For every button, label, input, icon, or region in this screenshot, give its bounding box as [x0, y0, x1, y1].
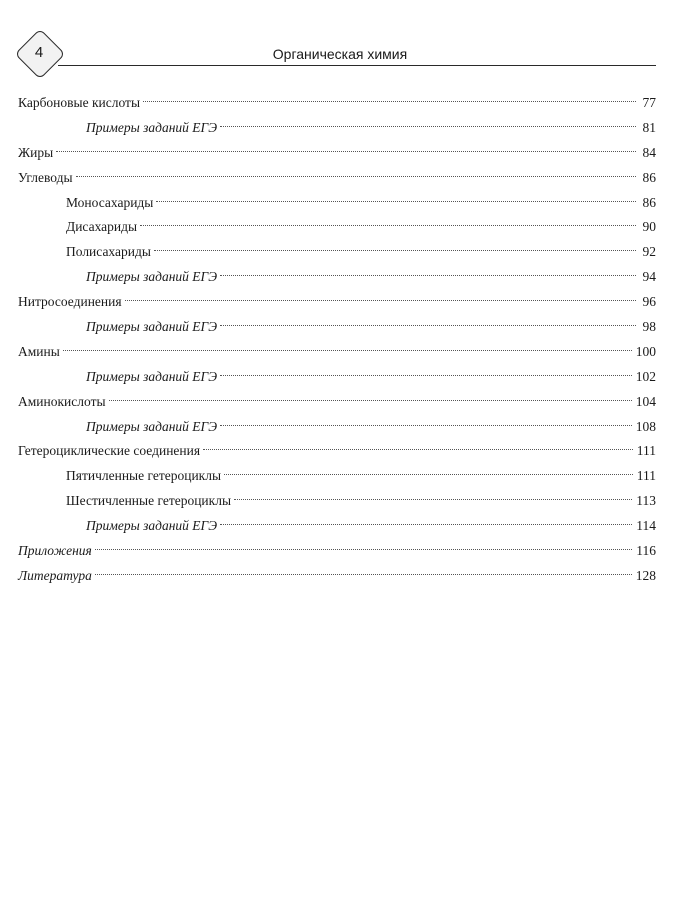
toc-entry-page: 81 — [642, 119, 656, 135]
dot-leader — [220, 403, 632, 426]
dot-leader — [95, 527, 632, 550]
dot-leader — [203, 427, 633, 450]
toc-entry-page: 86 — [642, 194, 656, 210]
toc-entry-page: 77 — [642, 95, 656, 110]
dot-leader — [56, 129, 636, 152]
toc-entry-title: Полисахариды — [66, 244, 151, 260]
dot-leader — [109, 378, 632, 401]
toc-entry-page: 90 — [642, 219, 656, 235]
toc-entry-title: Примеры заданий ЕГЭ — [86, 119, 218, 135]
toc-entry-title: Углеводы — [18, 169, 73, 185]
toc-entry-title: Примеры заданий ЕГЭ — [86, 418, 218, 434]
toc-entry-title: Амины — [18, 343, 60, 359]
toc-entry-page: 92 — [642, 244, 656, 260]
running-title: Органическая химия — [272, 46, 408, 62]
toc-entry-title: Аминокислоты — [18, 393, 106, 409]
toc-entry-title: Нитросоединения — [18, 294, 122, 310]
dot-leader — [234, 477, 632, 500]
toc-entry-title: Жиры — [18, 144, 54, 160]
toc-entry-title: Литература — [18, 567, 92, 583]
toc-entry-title: Пятичленные гетероциклы — [66, 468, 222, 484]
dot-leader — [143, 79, 636, 102]
toc-entry-page: 94 — [642, 269, 656, 285]
toc-entry-page: 98 — [642, 319, 656, 335]
toc-entry-title: Примеры заданий ЕГЭ — [86, 368, 218, 384]
dot-leader — [220, 303, 636, 326]
dot-leader — [220, 253, 636, 276]
dot-leader — [220, 104, 636, 127]
toc-entry-page: 116 — [636, 543, 656, 559]
toc-entry-title: Моносахариды — [66, 194, 154, 210]
dot-leader — [140, 203, 636, 226]
dot-leader — [95, 552, 632, 575]
header-rule — [58, 65, 656, 66]
toc-entry-page: 84 — [642, 144, 656, 160]
toc-entry-title: Примеры заданий ЕГЭ — [86, 269, 218, 285]
toc-entry-page: 96 — [642, 294, 656, 310]
toc-entry[interactable] — [18, 557, 656, 582]
page-number: 4 — [34, 44, 44, 61]
toc-entry-title: Гетероциклические соединения — [18, 443, 201, 459]
toc-entry-page: 102 — [635, 368, 656, 384]
table-of-contents — [18, 84, 656, 582]
toc-entry-page: 100 — [635, 343, 656, 359]
toc-entry-page: 108 — [635, 418, 656, 434]
dot-leader — [76, 154, 636, 177]
toc-entry-page: 104 — [635, 393, 656, 409]
toc-entry-page: 113 — [636, 493, 656, 509]
toc-entry-title: Шестичленные гетероциклы — [66, 493, 232, 509]
toc-entry-title: Приложения — [18, 543, 92, 559]
dot-leader — [220, 353, 632, 376]
dot-leader — [63, 328, 632, 351]
page-header — [0, 0, 674, 80]
toc-entry-page: 128 — [635, 567, 656, 583]
toc-entry-title: Дисахариды — [66, 219, 138, 235]
toc-entry-page: 86 — [642, 169, 656, 185]
toc-entry-title: Карбоновые кислоты — [18, 95, 141, 110]
toc-entry-page: 111 — [636, 443, 656, 459]
toc-entry-title: Примеры заданий ЕГЭ — [86, 518, 218, 534]
toc-entry-page: 111 — [636, 468, 656, 484]
dot-leader — [125, 278, 636, 301]
toc-entry-title: Примеры заданий ЕГЭ — [86, 319, 218, 335]
dot-leader — [220, 502, 632, 525]
dot-leader — [156, 179, 636, 202]
toc-entry-page: 114 — [636, 518, 656, 534]
dot-leader — [224, 452, 633, 475]
dot-leader — [154, 228, 636, 251]
